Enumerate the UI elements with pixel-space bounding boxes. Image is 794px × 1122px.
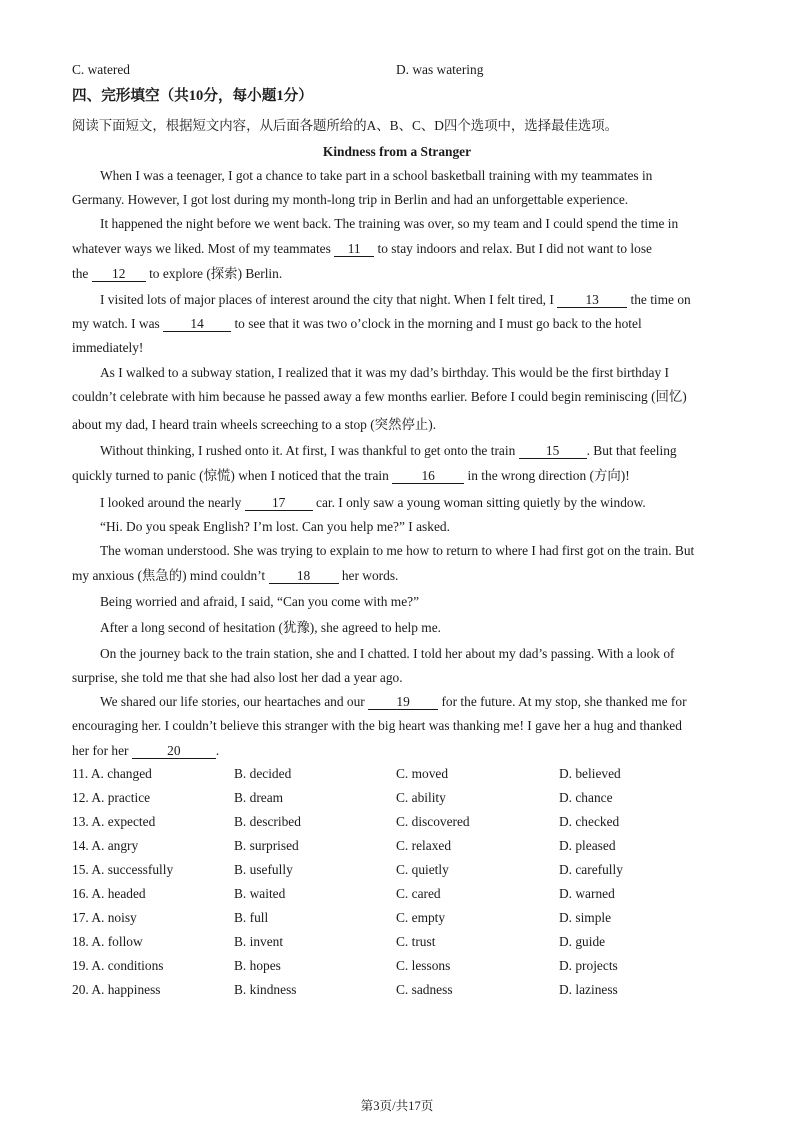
passage-line: Germany. However, I got lost during my month-long trip in Berlin and had an unforgettable experience. [72,192,629,207]
blank-12: 12 [92,266,146,282]
option-20-c: C. sadness [396,982,453,997]
option-13-a: 13. A. expected [72,814,156,829]
blank-16: 16 [392,468,464,484]
passage-line: about my dad, I heard train wheels screeching to a stop (突然停止). [72,417,437,432]
blank-11: 11 [334,241,374,257]
option-17-d: D. simple [559,910,612,925]
passage-line: my anxious (焦急的) mind couldn’t 18 her words. [72,568,399,583]
option-19-c: C. lessons [396,958,451,973]
passage-line: It happened the night before we went back. The training was over, so my team and I could spend the time in [100,216,679,231]
option-20-a: 20. A. happiness [72,982,161,997]
prev-option-d: D. was watering [396,62,484,77]
blank-20: 20 [132,743,216,759]
passage-line: I visited lots of major places of interest around the city that night. When I felt tired, I 13 the time on [100,292,691,307]
option-20-b: B. kindness [234,982,297,997]
section-instruction: 阅读下面短文，根据短文内容，从后面各题所给的A、B、C、D四个选项中，选择最佳选项。 [72,118,619,133]
option-17-c: C. empty [396,910,446,925]
option-15-d: D. carefully [559,862,623,877]
passage-line: whatever ways we liked. Most of my teammates 11 to stay indoors and relax. But I did not want to lose [72,241,652,256]
passage-line: Being worried and afraid, I said, “Can you come with me?” [100,594,420,609]
page-number: 第3页/共17页 [360,1099,434,1113]
option-13-d: D. checked [559,814,620,829]
passage-line: When I was a teenager, I got a chance to take part in a school basketball training with my teammates in [100,168,653,183]
option-19-d: D. projects [559,958,618,973]
prev-option-c: C. watered [72,62,131,77]
blank-19: 19 [368,694,438,710]
blank-15: 15 [519,443,587,459]
option-12-a: 12. A. practice [72,790,151,805]
option-13-b: B. described [234,814,301,829]
option-19-b: B. hopes [234,958,281,973]
passage-line: As I walked to a subway station, I realized that it was my dad’s birthday. This would be the first birthday I [100,365,669,380]
passage-line: the 12 to explore (探索) Berlin. [72,266,283,281]
passage-line: quickly turned to panic (惊慌) when I noticed that the train 16 in the wrong direction (方向)! [72,468,630,483]
passage-line: Without thinking, I rushed onto it. At first, I was thankful to get onto the train 15 . But that feeling [100,443,677,458]
option-18-d: D. guide [559,934,606,949]
option-12-c: C. ability [396,790,446,805]
passage-line: I looked around the nearly 17 car. I only saw a young woman sitting quietly by the window. [100,495,646,510]
passage-line: surprise, she told me that she had also lost her dad a year ago. [72,670,403,685]
option-11-a: 11. A. changed [72,766,152,781]
option-11-c: C. moved [396,766,449,781]
option-14-b: B. surprised [234,838,299,853]
passage-line: encouraging her. I couldn’t believe this stranger with the big heart was thanking me! I gave her a hug and thanked [72,718,682,733]
option-15-a: 15. A. successfully [72,862,174,877]
option-15-c: C. quietly [396,862,449,877]
option-15-b: B. usefully [234,862,293,877]
passage-title: Kindness from a Stranger [322,144,472,159]
option-11-d: D. believed [559,766,621,781]
blank-14: 14 [163,316,231,332]
passage-line: The woman understood. She was trying to explain to me how to return to where I had first got on the train. But [100,543,695,558]
option-14-d: D. pleased [559,838,616,853]
option-16-b: B. waited [234,886,286,901]
passage-line: my watch. I was 14 to see that it was two o’clock in the morning and I must go back to the hotel [72,316,642,331]
passage-line: “Hi. Do you speak English? I’m lost. Can you help me?” I asked. [100,519,450,534]
blank-17: 17 [245,495,313,511]
blank-18: 18 [269,568,339,584]
passage-line: On the journey back to the train station, she and I chatted. I told her about my dad’s passing. With a look of [100,646,675,661]
option-12-b: B. dream [234,790,284,805]
option-16-c: C. cared [396,886,441,901]
passage-line: After a long second of hesitation (犹豫), she agreed to help me. [100,620,441,635]
option-18-c: C. trust [396,934,436,949]
option-20-d: D. laziness [559,982,618,997]
option-17-a: 17. A. noisy [72,910,137,925]
option-18-b: B. invent [234,934,284,949]
option-12-d: D. chance [559,790,613,805]
passage-line: her for her 20 . [72,743,220,758]
option-16-a: 16. A. headed [72,886,146,901]
blank-13: 13 [557,292,627,308]
passage-line: couldn’t celebrate with him because he passed away a few months earlier. Before I could begin reminiscing (回忆) [72,389,687,404]
option-11-b: B. decided [234,766,292,781]
passage-line: immediately! [72,340,144,355]
option-14-a: 14. A. angry [72,838,139,853]
option-14-c: C. relaxed [396,838,452,853]
option-18-a: 18. A. follow [72,934,143,949]
option-17-b: B. full [234,910,269,925]
option-16-d: D. warned [559,886,615,901]
option-13-c: C. discovered [396,814,470,829]
option-19-a: 19. A. conditions [72,958,164,973]
section-heading: 四、完形填空（共10分，每小题1分） [72,88,313,104]
passage-line: We shared our life stories, our heartaches and our 19 for the future. At my stop, she thanked me for [100,694,687,709]
